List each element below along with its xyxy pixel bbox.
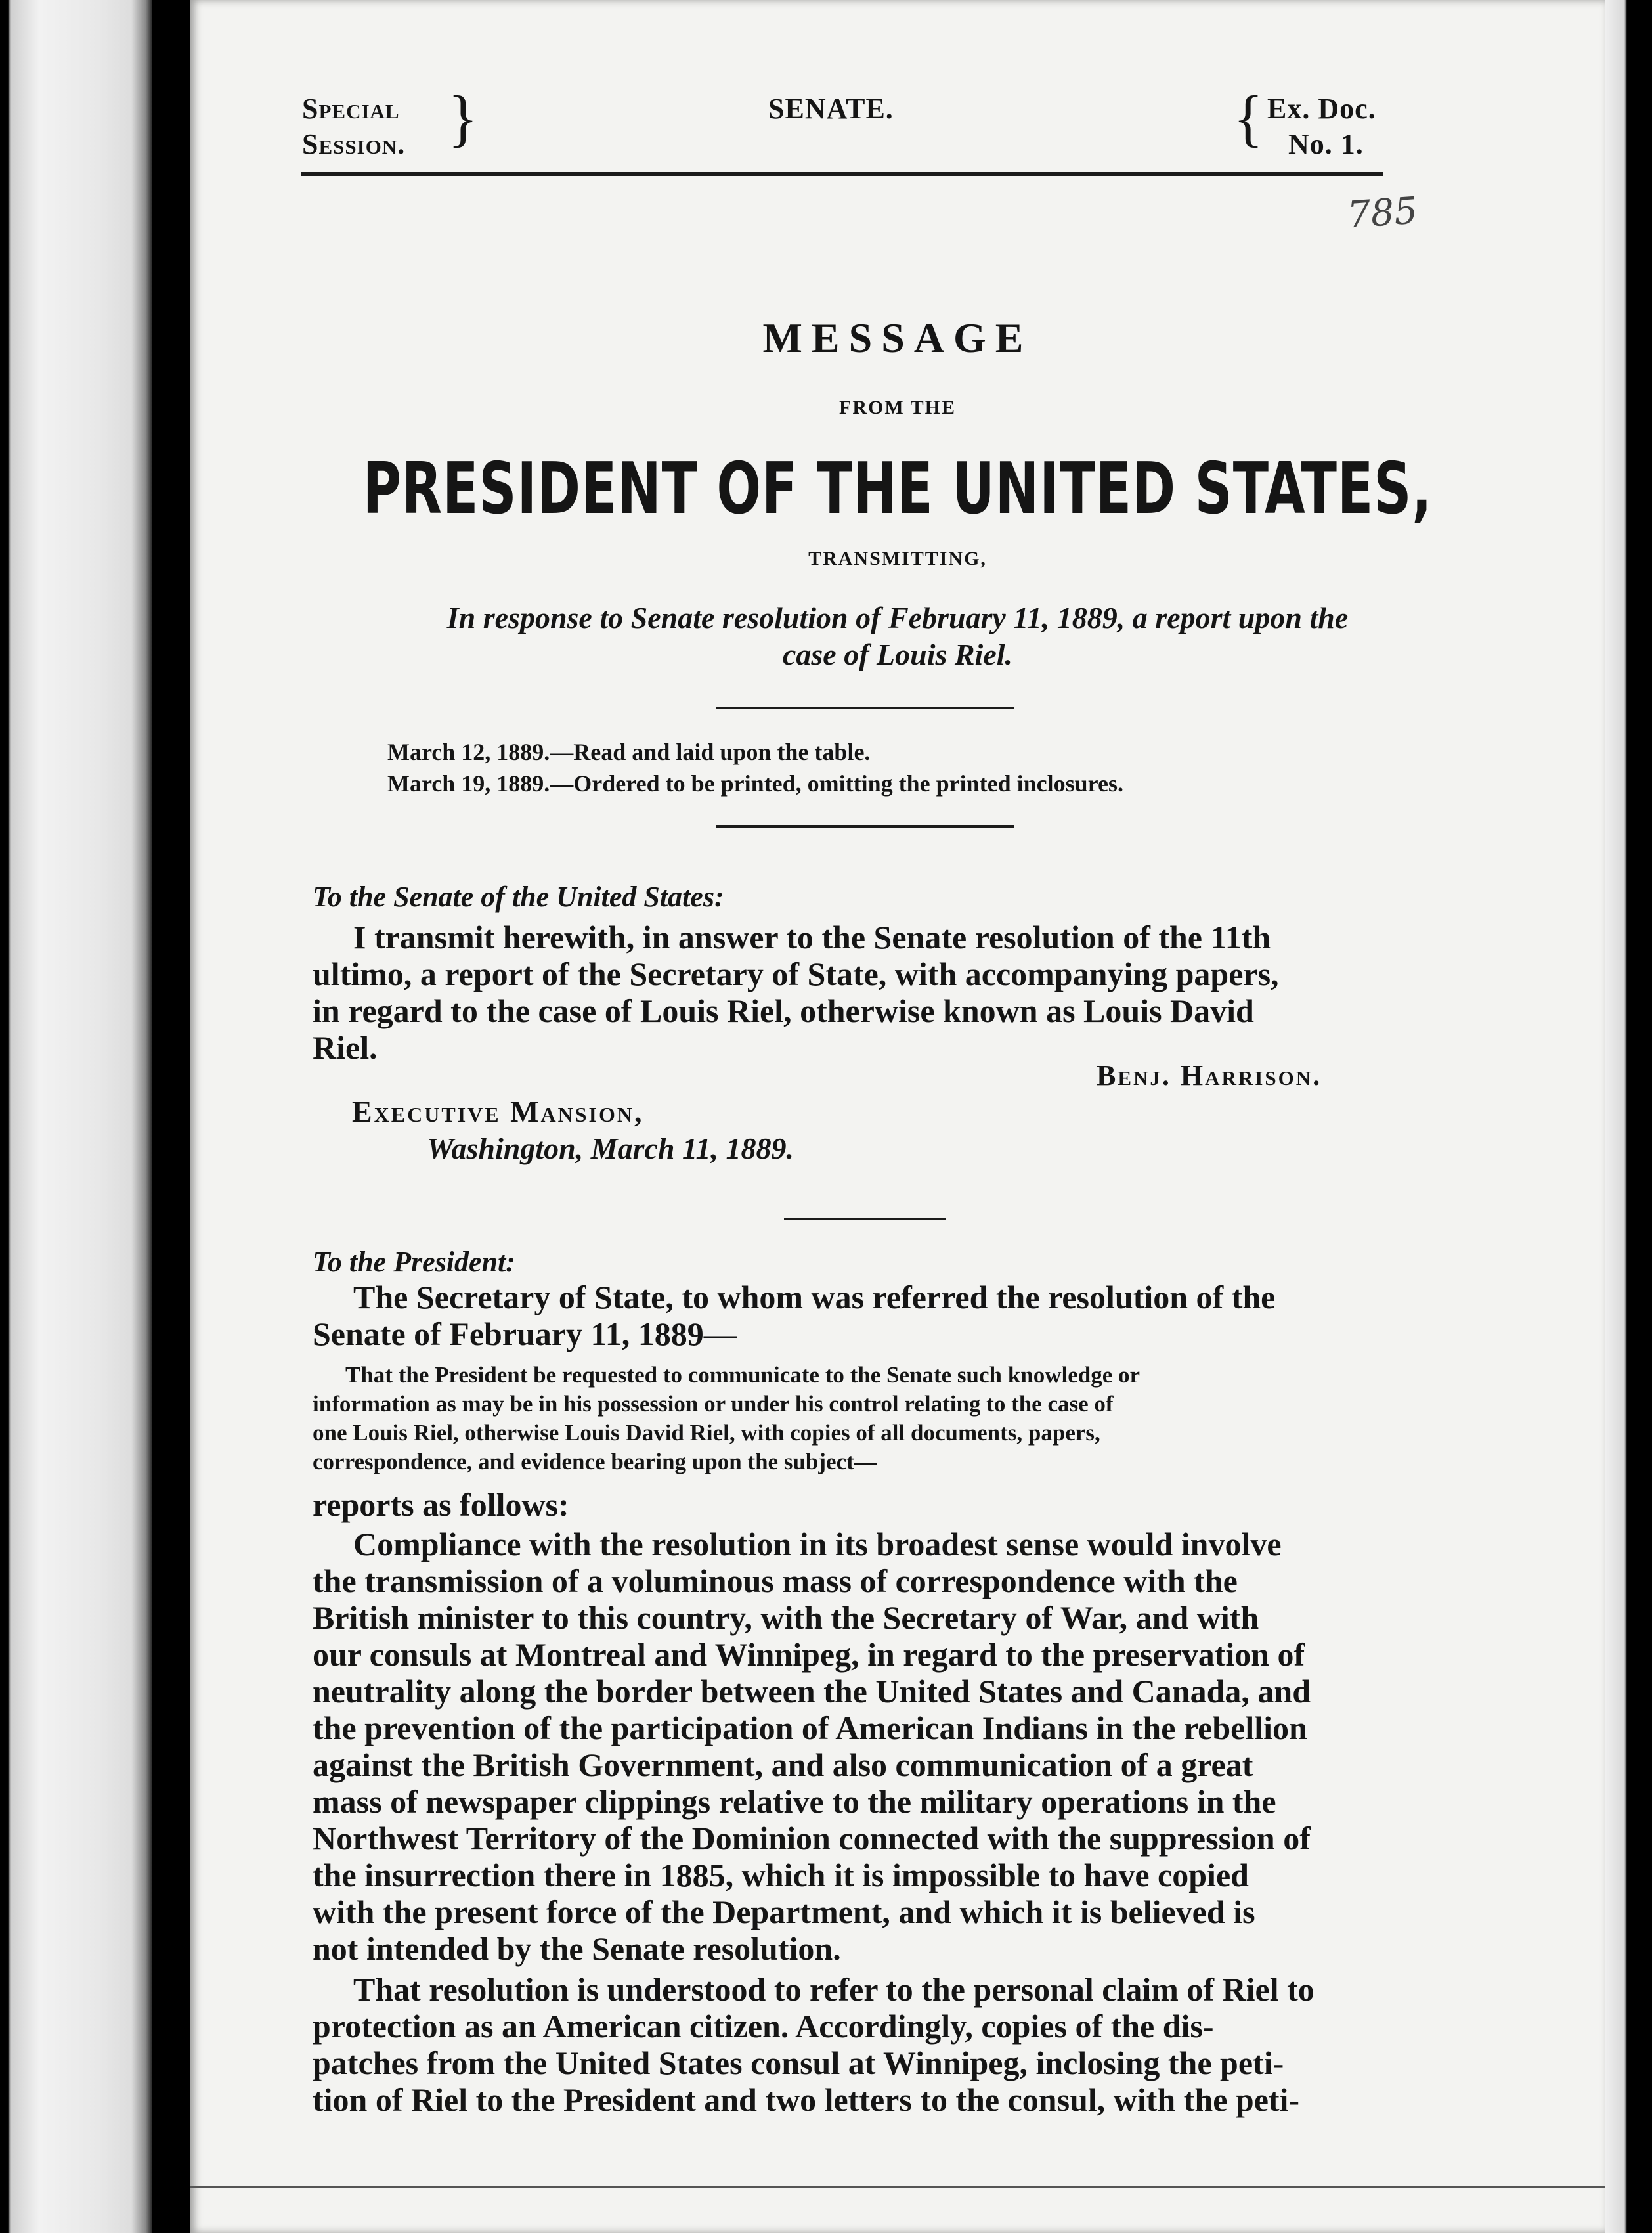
para2-line-4: tion of Riel to the President and two letters to the consul, with the peti- (313, 2081, 1300, 2118)
header-rule (301, 172, 1383, 176)
actions-rule (716, 825, 1014, 828)
para1-line-3: British minister to this country, with the Secretary of War, and with (313, 1599, 1259, 1636)
para2-line-3: patches from the United States consul at Winnipeg, inclosing the peti- (313, 2045, 1284, 2081)
document-page (190, 0, 1605, 2233)
message-line-3: in regard to the case of Louis Riel, otherwise known as Louis David (313, 992, 1254, 1029)
doc-line-2: No. 1. (1288, 128, 1364, 160)
president-title: PRESIDENT OF THE UNITED STATES, (362, 448, 1433, 530)
para1-line-5: neutrality along the border between the United States and Canada, and (313, 1673, 1311, 1710)
para1-line-9: Northwest Territory of the Dominion connected with the suppression of (313, 1820, 1311, 1857)
para1-line-10: the insurrection there in 1885, which it is impossible to have copied (313, 1857, 1249, 1893)
message-rule (784, 1218, 946, 1220)
session-brace: } (448, 83, 479, 153)
session-line-2: Session. (302, 128, 406, 160)
para1-line-2: the transmission of a voluminous mass of correspondence with the (313, 1562, 1238, 1599)
para2-line-2: protection as an American citizen. Accordingly, copies of the dis- (313, 2008, 1214, 2045)
para1-line-4: our consuls at Montreal and Winnipeg, in regard to the preservation of (313, 1636, 1305, 1673)
chamber-label: SENATE. (768, 93, 894, 125)
scan-binding-strip (0, 0, 152, 2233)
message-line-2: ultimo, a report of the Secretary of State, with accompanying papers, (313, 956, 1279, 992)
page-bottom-shadow (190, 2186, 1605, 2188)
doc-brace: { (1233, 83, 1264, 153)
message-line-1: I transmit herewith, in answer to the Senate resolution of the 11th (353, 919, 1271, 956)
reports-as-follows: reports as follows: (313, 1486, 569, 1523)
signature: Benj. Harrison. (1097, 1059, 1322, 1092)
doc-line-1: Ex. Doc. (1267, 93, 1376, 125)
para1-line-1: Compliance with the resolution in its broadest sense would involve (353, 1526, 1282, 1562)
para2-line-1: That resolution is understood to refer to the personal claim of Riel to (353, 1971, 1315, 2008)
senate-salutation: To the Senate of the United States: (313, 881, 724, 913)
report-intro-line-1: The Secretary of State, to whom was referred the resolution of the (353, 1279, 1276, 1315)
subject-line-2: case of Louis Riel. (782, 638, 1013, 671)
message-heading: MESSAGE (762, 315, 1033, 361)
para1-line-6: the prevention of the participation of American Indians in the rebellion (313, 1710, 1307, 1746)
title-rule (716, 707, 1014, 709)
place-line-2: Washington, March 11, 1889. (427, 1132, 794, 1165)
quote-line-1: That the President be requested to communicate to the Senate such knowledge or (345, 1362, 1141, 1388)
subject-line-1: In response to Senate resolution of February 11, 1889, a report upon the (446, 601, 1349, 634)
president-salutation: To the President: (313, 1246, 515, 1278)
session-line-1: Special (302, 93, 400, 125)
handwritten-annotation: 785 (1345, 189, 1420, 237)
quote-line-2: information as may be in his possession or under his control relating to the case of (313, 1391, 1114, 1417)
para1-line-12: not intended by the Senate resolution. (313, 1930, 841, 1967)
quote-line-4: correspondence, and evidence bearing upon the subject— (313, 1449, 877, 1474)
scan-right-edge (1605, 0, 1652, 2233)
action-line-2: March 19, 1889.—Ordered to be printed, omitting the printed inclosures. (387, 770, 1123, 797)
para1-line-7: against the British Government, and also communication of a great (313, 1746, 1253, 1783)
from-the: FROM THE (839, 397, 956, 418)
place-line-1: Executive Mansion, (352, 1095, 644, 1128)
para1-line-8: mass of newspaper clippings relative to the military operations in the (313, 1783, 1276, 1820)
report-intro-line-2: Senate of February 11, 1889— (313, 1315, 737, 1352)
action-line-1: March 12, 1889.—Read and laid upon the table. (387, 739, 871, 765)
transmitting: TRANSMITTING, (808, 548, 987, 569)
quote-line-3: one Louis Riel, otherwise Louis David Riel, with copies of all documents, papers, (313, 1420, 1100, 1446)
message-line-4: Riel. (313, 1029, 378, 1066)
para1-line-11: with the present force of the Department, and which it is believed is (313, 1893, 1255, 1930)
